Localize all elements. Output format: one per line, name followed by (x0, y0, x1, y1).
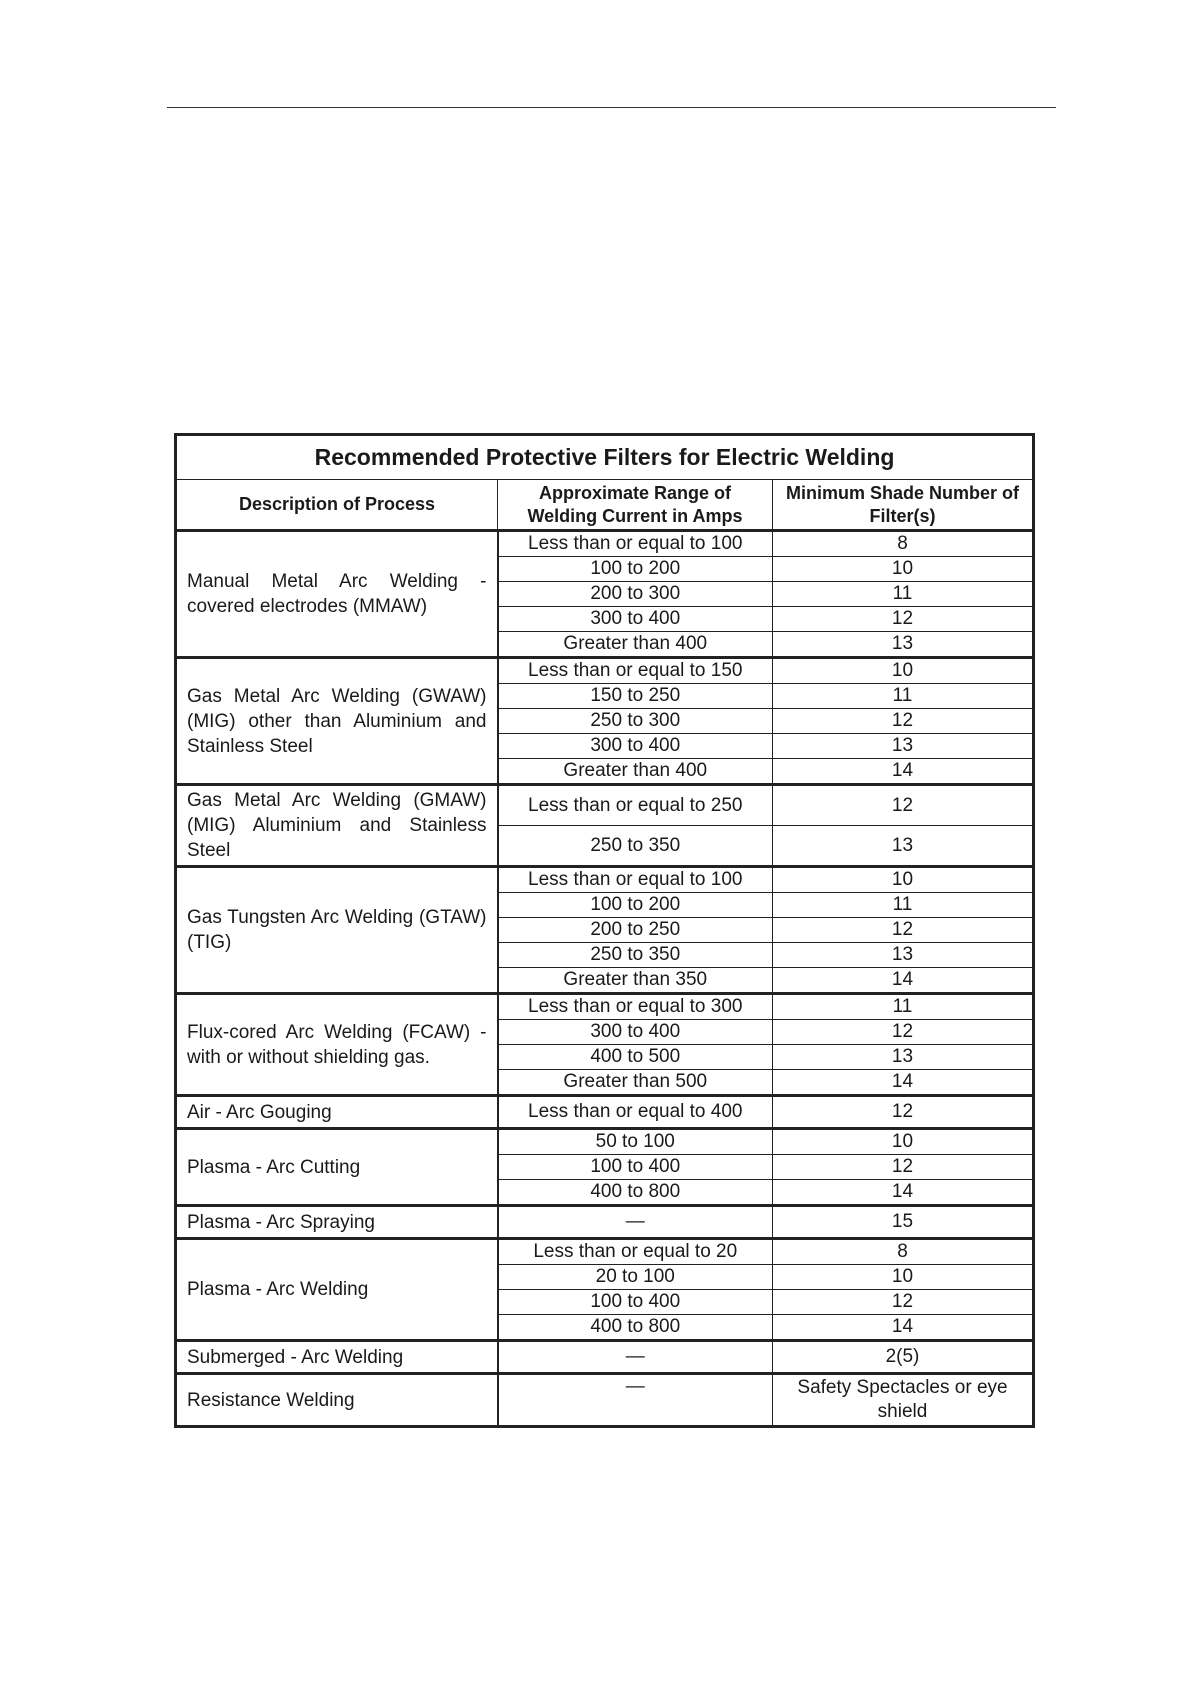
table-row (176, 1206, 1034, 1239)
current-cell: 400 to 800 (498, 1180, 773, 1206)
table-row (176, 1239, 1034, 1265)
current-cell: Less than or equal to 150 (498, 658, 773, 684)
current-cell: 100 to 200 (498, 893, 773, 918)
shade-cell: 14 (773, 1315, 1034, 1341)
current-cell: 100 to 400 (498, 1155, 773, 1180)
table-title-row (176, 435, 1034, 480)
current-cell: 300 to 400 (498, 734, 773, 759)
current-cell: 150 to 250 (498, 684, 773, 709)
process-cell: Plasma - Arc Spraying (176, 1206, 498, 1239)
process-cell: Plasma - Arc Welding (176, 1239, 498, 1341)
top-divider (167, 107, 1056, 108)
process-cell: Resistance Welding (176, 1374, 498, 1427)
current-cell: 20 to 100 (498, 1265, 773, 1290)
table-row (176, 1096, 1034, 1129)
shade-cell: 11 (773, 994, 1034, 1020)
process-cell: Manual Metal Arc Welding - covered electrodes (MMAW) (176, 531, 498, 658)
process-group (176, 867, 1034, 994)
shade-cell: Safety Spectacles or eye shield (773, 1374, 1034, 1427)
process-group (176, 1206, 1034, 1239)
current-cell: 200 to 300 (498, 582, 773, 607)
shade-cell: 14 (773, 1180, 1034, 1206)
shade-cell: 12 (773, 918, 1034, 943)
table-row (176, 867, 1034, 893)
current-cell: Greater than 400 (498, 632, 773, 658)
process-group (176, 658, 1034, 785)
header-current (498, 480, 773, 531)
shade-cell: 12 (773, 607, 1034, 632)
current-cell: 400 to 500 (498, 1045, 773, 1070)
current-cell: Less than or equal to 20 (498, 1239, 773, 1265)
header-shade (773, 480, 1034, 531)
shade-cell: 10 (773, 658, 1034, 684)
current-cell: Greater than 400 (498, 759, 773, 785)
table-row (176, 994, 1034, 1020)
table-title: Recommended Protective Filters for Electric Welding (176, 435, 1034, 480)
current-cell: 400 to 800 (498, 1315, 773, 1341)
current-cell: — (498, 1341, 773, 1374)
shade-cell: 13 (773, 632, 1034, 658)
header-current-line2: Welding Current in Amps (527, 505, 743, 526)
shade-cell: 11 (773, 893, 1034, 918)
shade-cell: 8 (773, 531, 1034, 557)
shade-cell: 12 (773, 709, 1034, 734)
shade-cell: 13 (773, 826, 1034, 867)
current-cell: Less than or equal to 400 (498, 1096, 773, 1129)
current-cell: 250 to 300 (498, 709, 773, 734)
shade-cell: 10 (773, 557, 1034, 582)
process-cell: Gas Tungsten Arc Welding (GTAW) (TIG) (176, 867, 498, 994)
shade-cell: 12 (773, 785, 1034, 826)
shade-cell: 11 (773, 684, 1034, 709)
current-cell: Less than or equal to 100 (498, 531, 773, 557)
shade-cell: 14 (773, 759, 1034, 785)
current-cell: Greater than 500 (498, 1070, 773, 1096)
current-cell: 100 to 400 (498, 1290, 773, 1315)
shade-cell: 12 (773, 1020, 1034, 1045)
current-cell: Greater than 350 (498, 968, 773, 994)
shade-cell: 13 (773, 1045, 1034, 1070)
table-row (176, 785, 1034, 826)
process-cell: Submerged - Arc Welding (176, 1341, 498, 1374)
shade-cell: 13 (773, 734, 1034, 759)
shade-cell: 10 (773, 1129, 1034, 1155)
current-cell: 50 to 100 (498, 1129, 773, 1155)
process-cell: Gas Metal Arc Welding (GMAW) (MIG) Aluminium and Stainless Steel (176, 785, 498, 867)
header-shade-line1: Minimum Shade Number of (785, 482, 1019, 503)
header-process: Description of Process (176, 480, 498, 531)
process-group (176, 531, 1034, 658)
process-cell: Gas Metal Arc Welding (GWAW) (MIG) other than Aluminium and Stainless Steel (176, 658, 498, 785)
current-cell: — (498, 1206, 773, 1239)
shade-cell: 2(5) (773, 1341, 1034, 1374)
current-cell: — (498, 1374, 773, 1427)
process-group (176, 1239, 1034, 1341)
current-cell: 250 to 350 (498, 943, 773, 968)
current-cell: 100 to 200 (498, 557, 773, 582)
process-group (176, 1129, 1034, 1206)
process-group (176, 994, 1034, 1096)
protective-filters-table (174, 433, 1035, 1428)
process-group (176, 1096, 1034, 1129)
header-current-line1: Approximate Range of (538, 482, 732, 503)
shade-cell: 12 (773, 1290, 1034, 1315)
table-header-row (176, 480, 1034, 531)
header-shade-line2: Filter(s) (869, 505, 936, 526)
shade-cell: 15 (773, 1206, 1034, 1239)
current-cell: 300 to 400 (498, 1020, 773, 1045)
current-cell: Less than or equal to 250 (498, 785, 773, 826)
process-group (176, 785, 1034, 867)
table-row (176, 531, 1034, 557)
process-group (176, 1341, 1034, 1374)
table-row (176, 1341, 1034, 1374)
shade-cell: 13 (773, 943, 1034, 968)
shade-cell: 14 (773, 968, 1034, 994)
table-row (176, 1129, 1034, 1155)
current-cell: 250 to 350 (498, 826, 773, 867)
current-cell: 200 to 250 (498, 918, 773, 943)
process-cell: Air - Arc Gouging (176, 1096, 498, 1129)
shade-cell: 8 (773, 1239, 1034, 1265)
table-row (176, 1374, 1034, 1427)
process-cell: Plasma - Arc Cutting (176, 1129, 498, 1206)
current-cell: Less than or equal to 300 (498, 994, 773, 1020)
current-cell: 300 to 400 (498, 607, 773, 632)
process-group (176, 1374, 1034, 1427)
current-cell: Less than or equal to 100 (498, 867, 773, 893)
shade-cell: 12 (773, 1096, 1034, 1129)
shade-cell: 11 (773, 582, 1034, 607)
shade-cell: 10 (773, 867, 1034, 893)
process-cell: Flux-cored Arc Welding (FCAW) -with or without shielding gas. (176, 994, 498, 1096)
table-row (176, 658, 1034, 684)
shade-cell: 10 (773, 1265, 1034, 1290)
shade-cell: 14 (773, 1070, 1034, 1096)
shade-cell: 12 (773, 1155, 1034, 1180)
